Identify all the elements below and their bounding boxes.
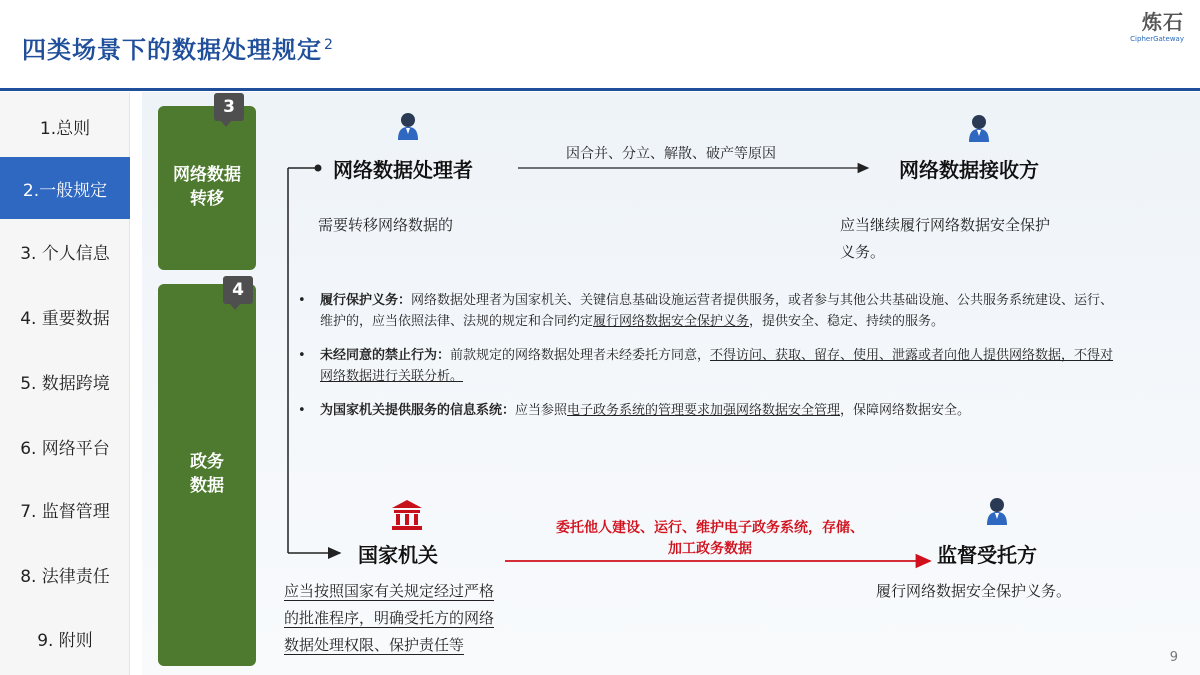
bullet-tail-text: ，提供安全、稳定、持续的服务。 bbox=[749, 314, 945, 330]
bullet-text: 应当参照 bbox=[515, 402, 568, 418]
sidebar-item-label: 6. 网络平台 bbox=[20, 438, 110, 459]
scene3-number-badge bbox=[214, 93, 244, 121]
bullet-underlined-text: 不得访问、获取、留存、使用、泄露或者向他人提供网络数据，不得对网络数据进行关联分析。 bbox=[320, 347, 1114, 385]
agency-description bbox=[284, 578, 574, 659]
bullet-heading: 未经同意的禁止行为： bbox=[320, 347, 451, 363]
page-title-superscript: 2 bbox=[324, 37, 334, 53]
receiver-desc-line1: 应当继续履行网络数据安全保护 bbox=[840, 216, 1051, 234]
agency-desc-line2: 的批准程序，明确受托方的网络 bbox=[284, 609, 495, 627]
scene4-label-line2: 数据 bbox=[190, 476, 224, 496]
entrust-description bbox=[510, 518, 910, 560]
page-title-text: 四类场景下的数据处理规定 bbox=[22, 36, 322, 64]
person-icon bbox=[398, 113, 418, 140]
scene4-label-line1: 政务 bbox=[190, 452, 224, 473]
bullet-underlined-text: 电子政务系统的管理要求加强网络数据安全管理 bbox=[567, 402, 841, 418]
scene4-badge-text: 4 bbox=[232, 280, 244, 300]
agency-desc-line1: 应当按照国家有关规定经过严格 bbox=[284, 582, 495, 600]
scene-data-transfer-label bbox=[158, 106, 256, 270]
bullet-heading: 为国家机关提供服务的信息系统： bbox=[320, 402, 516, 418]
scene4-number-badge bbox=[223, 276, 253, 304]
sidebar-item-label: 8. 法律责任 bbox=[20, 566, 110, 587]
sidebar-item-label: 4. 重要数据 bbox=[20, 308, 110, 329]
scene3-label-line1: 网络数据 bbox=[173, 165, 241, 186]
receiver-description bbox=[840, 212, 1140, 266]
agency-desc-line3: 数据处理权限、保护责任等 bbox=[284, 636, 465, 654]
entrust-desc-line2: 加工政务数据 bbox=[668, 541, 752, 557]
scene3-badge-text: 3 bbox=[223, 97, 235, 117]
bullet-heading: 履行保护义务： bbox=[320, 293, 412, 308]
sidebar-item-label: 2.一般规定 bbox=[22, 180, 108, 201]
sender-description: 需要转移网络数据的 bbox=[318, 216, 454, 234]
list-item bbox=[296, 345, 1116, 388]
trustee-description: 履行网络数据安全保护义务。 bbox=[876, 582, 1072, 600]
sidebar-item-label: 5. 数据跨境 bbox=[20, 373, 110, 394]
list-item bbox=[296, 400, 1116, 421]
sidebar-item-label: 3. 个人信息 bbox=[20, 243, 110, 264]
scene-government-data-label bbox=[158, 284, 256, 666]
bullet-tail-text: ，保障网络数据安全。 bbox=[840, 402, 971, 418]
person-icon bbox=[987, 498, 1007, 525]
page-number: 9 bbox=[1169, 650, 1178, 665]
government-data-bullet-list bbox=[296, 290, 1116, 433]
state-agency-heading: 国家机关 bbox=[358, 543, 438, 567]
bullet-text: 网络数据处理者为国家机关、关键信息基础设施运营者提供服务，或者参与其他公共基础设施、公共服务系统建设、运行、维护的，应当依照法律、法规的规定和合同约定 bbox=[320, 293, 1114, 330]
government-building-icon bbox=[392, 500, 422, 530]
scene3-label-line2: 转移 bbox=[190, 189, 224, 209]
sidebar-item-label: 1.总则 bbox=[39, 118, 91, 139]
bracket-top-dot bbox=[315, 165, 322, 172]
list-item bbox=[296, 290, 1116, 333]
bullet-text: 前款规定的网络数据处理者未经委托方同意， bbox=[450, 347, 711, 363]
data-receiver-heading: 网络数据接收方 bbox=[899, 158, 1039, 182]
transfer-reason-label: 因合并、分立、解散、破产等原因 bbox=[566, 146, 776, 162]
supervise-trustee-heading: 监督受托方 bbox=[937, 543, 1037, 567]
sidebar-item-label: 9. 附则 bbox=[37, 630, 93, 651]
logo-cn-text: 炼石 bbox=[1142, 10, 1184, 34]
bullet-underlined-text: 履行网络数据安全保护义务 bbox=[593, 314, 750, 330]
entrust-desc-line1: 委托他人建设、运行、维护电子政务系统，存储、 bbox=[556, 520, 864, 536]
logo-en-text: CipherGateway bbox=[1130, 35, 1184, 43]
sidebar-item-label: 7. 监督管理 bbox=[20, 501, 110, 522]
receiver-desc-line2: 义务。 bbox=[840, 243, 886, 261]
data-processor-heading: 网络数据处理者 bbox=[333, 158, 473, 182]
person-icon bbox=[969, 115, 989, 142]
